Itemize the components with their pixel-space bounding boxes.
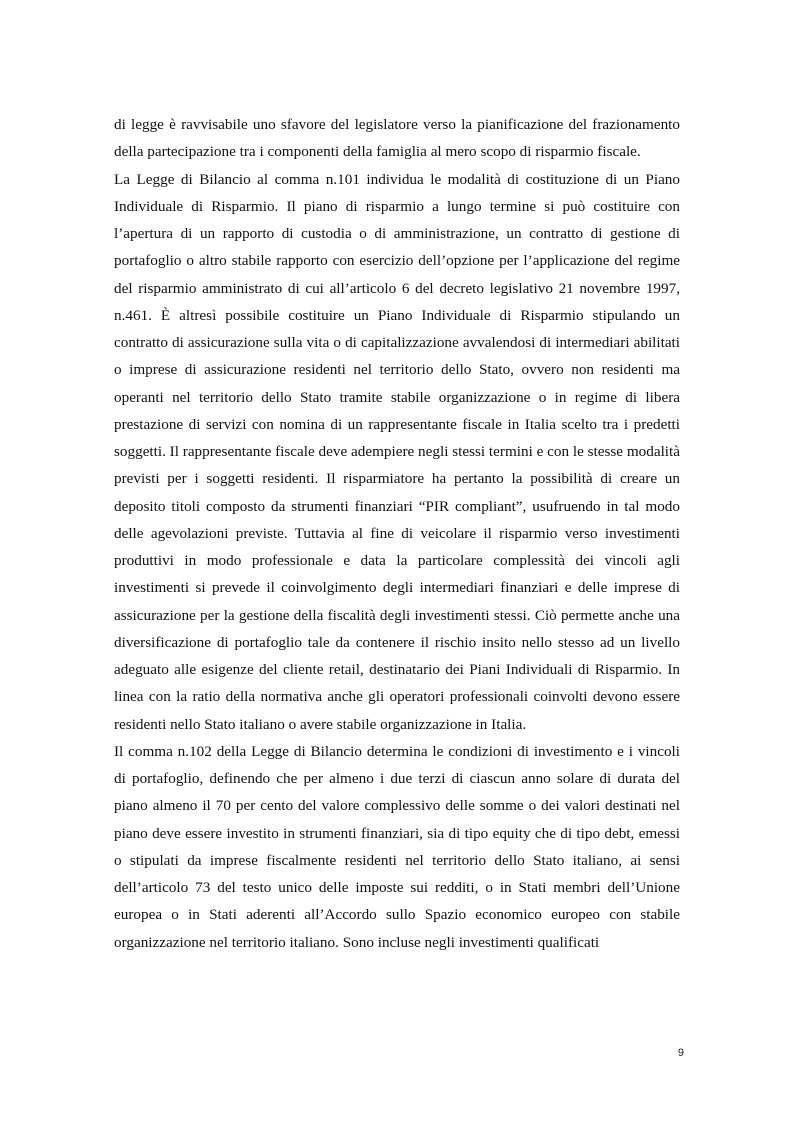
paragraph-3: Il comma n.102 della Legge di Bilancio determina le condizioni di investimento e i vincoli di portafoglio, definendo che per almeno i due terzi di ciascun anno solare di durata del piano almeno il 70 per cento del valore complessivo delle somme o dei valori destinati nel piano deve essere investito in strumenti finanziari, sia di tipo equity che di tipo debt, emessi o stipulati da imprese fiscalmente residenti nel territorio dello Stato italiano, ai sensi dell’articolo 73 del testo unico delle imposte sui redditi, o in Stati membri dell’Unione europea o in Stati aderenti all’Accordo sullo Spazio economico europeo con stabile organizzazione nel territorio italiano. Sono incluse negli investimenti qualificati (114, 742, 680, 951)
paragraph-2: La Legge di Bilancio al comma n.101 individua le modalità di costituzione di un Piano Individuale di Risparmio. Il piano di risparmio a lungo termine si può costituire con l’apertura di un rapporto di custodia o di amministrazione, un contratto di gestione di portafoglio o altro stabile rapporto con esercizio dell’opzione per l’applicazione del regime del risparmio amministrato di cui all’articolo 6 del decreto legislativo 21 novembre 1997, n.461. È altresì possibile costituire un Piano Individuale di Risparmio stipulando un contratto di assicurazione sulla vita o di capitalizzazione avvalendosi di intermediari abilitati o imprese di assicurazione residenti nel territorio dello Stato, ovvero non residenti ma operanti nel territorio dello Stato tramite stabile organizzazione o in regime di libera prestazione di servizi con nomina di un rappresentante fiscale in Italia scelto tra i predetti soggetti. Il rappresentante fiscale deve adempiere negli stessi termini e con le stesse modalità previsti per i soggetti residenti. Il risparmiatore ha pertanto la possibilità di creare un deposito titoli composto da strumenti finanziari “PIR compliant”, usufruendo in tal modo delle agevolazioni previste. Tuttavia al fine di veicolare il risparmio verso investimenti produttivi in modo professionale e data la particolare complessità dei vincoli agli investimenti si prevede il coinvolgimento degli intermediari finanziari e delle imprese di assicurazione per la gestione della fiscalità degli investimenti stessi. Ciò permette anche una diversificazione di portafoglio tale da contenere il rischio insito nello stesso ad un livello adeguato alle esigenze del cliente retail, destinatario dei Piani Individuali di Risparmio. In linea con la ratio della normativa anche gli operatori professionali coinvolti devono essere residenti nello Stato italiano o avere stabile organizzazione in Italia. (114, 170, 680, 733)
body-text (114, 111, 680, 956)
paragraph-1: di legge è ravvisabile uno sfavore del legislatore verso la pianificazione del frazionamento della partecipazione tra i componenti della famiglia al mero scopo di risparmio fiscale. (114, 116, 680, 161)
page-number: 9 (677, 1047, 684, 1059)
